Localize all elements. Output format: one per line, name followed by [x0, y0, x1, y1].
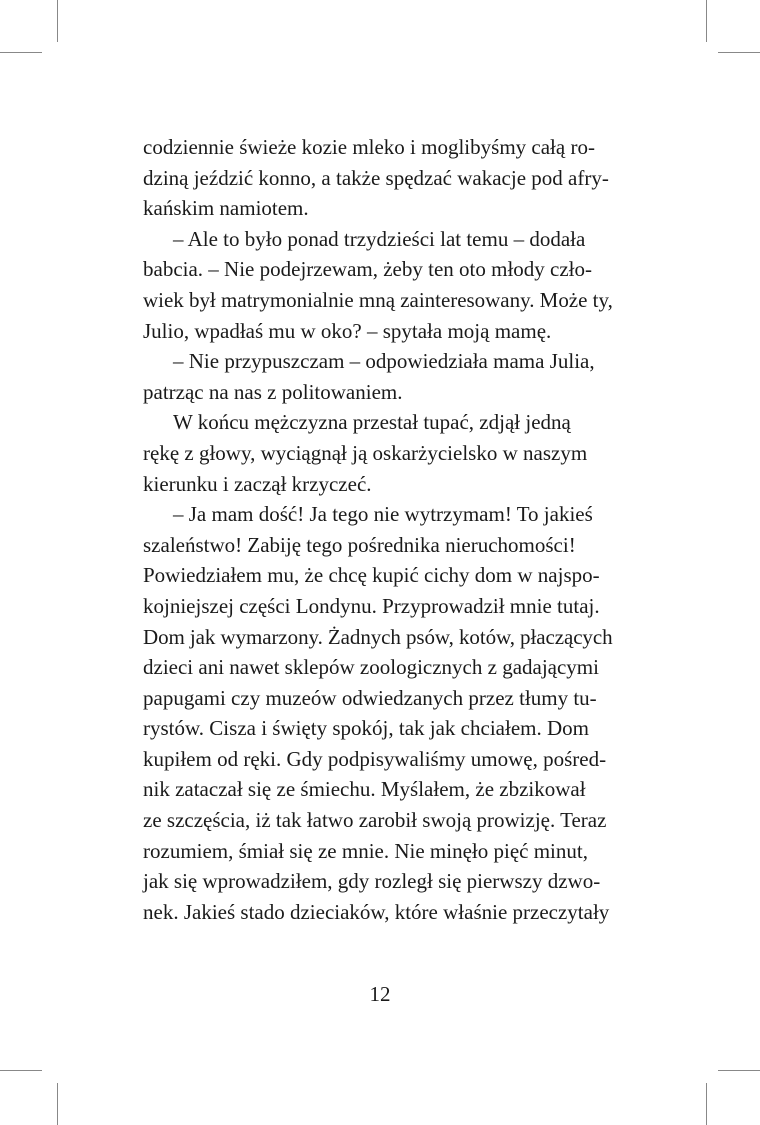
text-line: nik zataczał się ze śmiechu. Myślałem, że zbzikował	[143, 777, 586, 802]
crop-mark-bottom-right	[706, 1083, 707, 1125]
text-line: kojniejszej części Londynu. Przyprowadził mnie tutaj.	[143, 593, 600, 618]
crop-mark-top-right-h	[718, 52, 760, 53]
text-line: – Ja mam dość! Ja tego nie wytrzymam! To jakieś	[173, 502, 593, 527]
text-line: kierunku i zaczął krzyczeć.	[143, 471, 372, 496]
text-line: W końcu mężczyzna przestał tupać, zdjął jedną	[173, 410, 571, 435]
body-text	[143, 132, 613, 927]
text-line: – Ale to było ponad trzydzieści lat temu – dodała	[173, 226, 586, 251]
text-line: Powiedziałem mu, że chcę kupić cichy dom w najspo-	[143, 563, 600, 588]
text-line: nek. Jakieś stado dzieciaków, które właśnie przeczytały	[143, 899, 610, 924]
text-line: kańskim namiotem.	[143, 196, 309, 221]
text-line: dzieci ani nawet sklepów zoologicznych z gadającymi	[143, 655, 599, 680]
text-line: codziennie świeże kozie mleko i moglibyśmy całą ro-	[143, 135, 595, 159]
text-line: rozumiem, śmiał się ze mnie. Nie minęło pięć minut,	[143, 838, 588, 863]
page-number: 12	[369, 982, 391, 1006]
text-line: papugami czy muzeów odwiedzanych przez tłumy tu-	[143, 685, 597, 710]
crop-mark-bottom-left-h	[0, 1070, 42, 1071]
text-line: babcia. – Nie podejrzewam, żeby ten oto młody czło-	[143, 257, 592, 282]
text-line: szaleństwo! Zabiję tego pośrednika nieruchomości!	[143, 532, 576, 557]
text-line: ze szczęścia, iż tak łatwo zarobił swoją prowizję. Teraz	[143, 808, 607, 833]
crop-mark-top-left	[57, 0, 58, 42]
text-line: wiek był matrymonialnie mną zainteresowany. Może ty,	[143, 287, 613, 312]
text-line: – Nie przypuszczam – odpowiedziała mama Julia,	[173, 349, 595, 374]
crop-mark-bottom-left	[57, 1083, 58, 1125]
text-line: Julio, wpadłaś mu w oko? – spytała moją mamę.	[143, 318, 552, 343]
text-line: patrząc na nas z politowaniem.	[143, 379, 403, 404]
text-line: rystów. Cisza i święty spokój, tak jak chciałem. Dom	[143, 716, 589, 741]
text-line: kupiłem od ręki. Gdy podpisywaliśmy umowę, pośred-	[143, 746, 607, 771]
crop-mark-bottom-right-h	[718, 1070, 760, 1071]
text-line: jak się wprowadziłem, gdy rozległ się pierwszy dzwo-	[143, 869, 601, 894]
crop-mark-top-left-h	[0, 52, 42, 53]
text-line: dziną jeździć konno, a także spędzać wakacje pod afry-	[143, 165, 609, 190]
crop-mark-top-right	[706, 0, 707, 42]
text-line: rękę z głowy, wyciągnął ją oskarżycielsko w naszym	[143, 440, 588, 465]
text-line: Dom jak wymarzony. Żadnych psów, kotów, płaczących	[143, 624, 613, 649]
